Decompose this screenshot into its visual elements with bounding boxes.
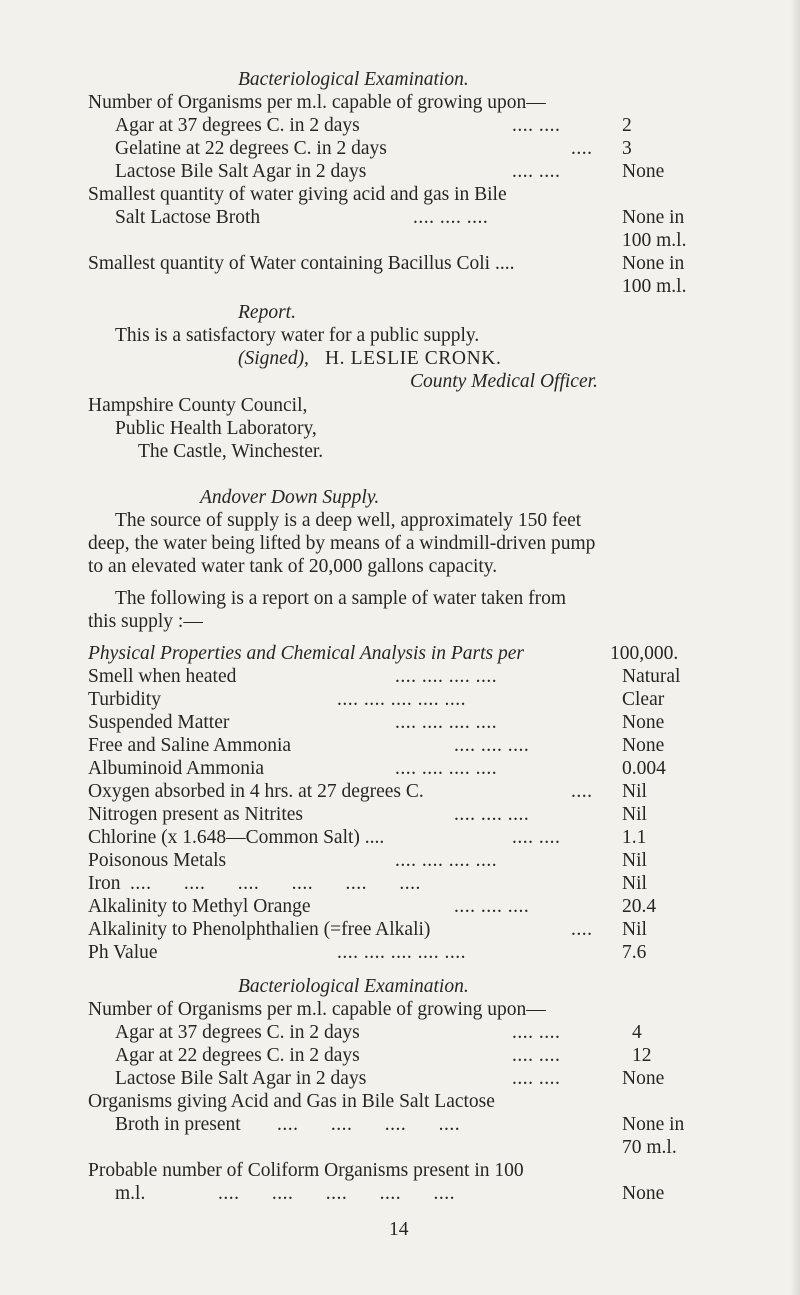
table-row-value: Nil [622,781,647,802]
row-label: Agar at 22 degrees C. in 2 days [115,1045,360,1066]
table-row-label: Smell when heated [88,666,237,687]
smallest-coli-label: Smallest quantity of Water containing Bacillus Coli .... [88,253,515,274]
table-row-value: Nil [622,850,647,871]
andover-para1-line: The source of supply is a deep well, approximately 150 feet [115,510,582,531]
row-label: Agar at 37 degrees C. in 2 days [115,115,360,136]
row-value: 4 [632,1022,642,1043]
organisms-intro-1: Number of Organisms per m.l. capable of growing upon— [88,92,546,113]
table-row-dots: .... .... .... [454,804,530,825]
coliform-line2: m.l. [115,1183,146,1204]
table-row-label: Nitrogen present as Nitrites [88,804,303,825]
table-row-label: Oxygen absorbed in 4 hrs. at 27 degrees C. [88,781,424,802]
table-row-value: 20.4 [622,896,657,917]
table-row-label: Turbidity [88,689,161,710]
row-value: 2 [622,115,632,136]
address-line: The Castle, Winchester. [138,441,324,462]
table-row-dots: .... .... .... .... .... [337,689,466,710]
table-row-label: Poisonous Metals [88,850,227,871]
row-dots: .... .... [512,1068,561,1089]
organisms-acid-value1: None in [622,1114,685,1135]
table-row-dots: .... .... [512,827,561,848]
table-row-label: Chlorine (x 1.648—Common Salt) .... [88,827,385,848]
row-value: None [622,161,665,182]
table-row-dots: .... [571,781,593,802]
table-row-value: Clear [622,689,665,710]
row-label: Agar at 37 degrees C. in 2 days [115,1022,360,1043]
organisms-acid-dots: .... .... .... .... [277,1114,461,1135]
row-value: 12 [632,1045,652,1066]
table-row-value: 7.6 [622,942,647,963]
table-row-label: Free and Saline Ammonia [88,735,292,756]
physical-heading-tail: 100,000. [610,643,679,664]
report-heading: Report. [238,302,296,323]
bacteriological-heading-1: Bacteriological Examination. [238,69,469,90]
organisms-acid-line1: Organisms giving Acid and Gas in Bile Salt Lactose [88,1091,495,1112]
table-row-value: Nil [622,804,647,825]
organisms-acid-line2: Broth in present [115,1114,241,1135]
table-row-dots: .... .... .... .... [395,850,498,871]
smallest-acid-line2: Salt Lactose Broth [115,207,261,228]
address-line: Hampshire County Council, [88,395,308,416]
table-row-label: Suspended Matter [88,712,230,733]
table-row-dots: .... .... .... .... .... [337,942,466,963]
table-row-label: Albuminoid Ammonia [88,758,265,779]
table-row-value: 1.1 [622,827,647,848]
row-value: None [622,1068,665,1089]
table-row-label: Alkalinity to Phenolphthalien (=free Alkali) [88,919,431,940]
report-text: This is a satisfactory water for a public supply. [115,325,480,346]
smallest-acid-line1: Smallest quantity of water giving acid and gas in Bile [88,184,507,205]
coliform-line1: Probable number of Coliform Organisms present in 100 [88,1160,524,1181]
table-row-dots: .... .... .... .... [395,758,498,779]
row-label: Lactose Bile Salt Agar in 2 days [115,161,367,182]
organisms-intro-2: Number of Organisms per m.l. capable of growing upon— [88,999,546,1020]
andover-para1-line: deep, the water being lifted by means of a windmill-driven pump [88,533,596,554]
andover-heading: Andover Down Supply. [200,487,380,508]
coliform-dots: .... .... .... .... .... [218,1183,455,1204]
table-row-value: Nil [622,919,647,940]
row-dots: .... .... [512,1022,561,1043]
andover-para1-line: to an elevated water tank of 20,000 gallons capacity. [88,556,498,577]
smallest-coli-value1: None in [622,253,685,274]
table-row-value: None [622,735,665,756]
table-row-label: Ph Value [88,942,158,963]
table-row-dots: .... [571,919,593,940]
table-row-dots: .... .... .... .... [395,712,498,733]
smallest-acid-dots: .... .... .... [413,207,489,228]
table-row-label: Iron [88,873,121,894]
signatory-name: H. LESLIE CRONK. [325,348,502,369]
table-row-label: Alkalinity to Methyl Orange [88,896,311,917]
smallest-coli-value2: 100 m.l. [622,276,687,297]
organisms-acid-value2: 70 m.l. [622,1137,677,1158]
table-row-dots: .... .... .... .... .... .... [130,873,421,894]
signed-label: (Signed), [238,348,309,369]
page-edge-shadow [790,0,800,1295]
row-dots: .... [571,138,593,159]
row-label: Gelatine at 22 degrees C. in 2 days [115,138,387,159]
smallest-acid-value1: None in [622,207,685,228]
address-line: Public Health Laboratory, [115,418,317,439]
table-row-value: 0.004 [622,758,666,779]
signatory-title: County Medical Officer. [410,371,598,392]
table-row-dots: .... .... .... [454,896,530,917]
row-dots: .... .... [512,1045,561,1066]
page-number: 14 [389,1219,409,1240]
physical-heading: Physical Properties and Chemical Analysis in Parts per [88,643,524,664]
row-value: 3 [622,138,632,159]
andover-para2-line: this supply :— [88,611,203,632]
andover-para2-line: The following is a report on a sample of water taken from [115,588,567,609]
table-row-dots: .... .... .... [454,735,530,756]
table-row-value: Nil [622,873,647,894]
row-dots: .... .... [512,115,561,136]
table-row-value: Natural [622,666,681,687]
table-row-value: None [622,712,665,733]
bacteriological-heading-2: Bacteriological Examination. [238,976,469,997]
row-dots: .... .... [512,161,561,182]
smallest-acid-value2: 100 m.l. [622,230,687,251]
coliform-value: None [622,1183,665,1204]
row-label: Lactose Bile Salt Agar in 2 days [115,1068,367,1089]
table-row-dots: .... .... .... .... [395,666,498,687]
